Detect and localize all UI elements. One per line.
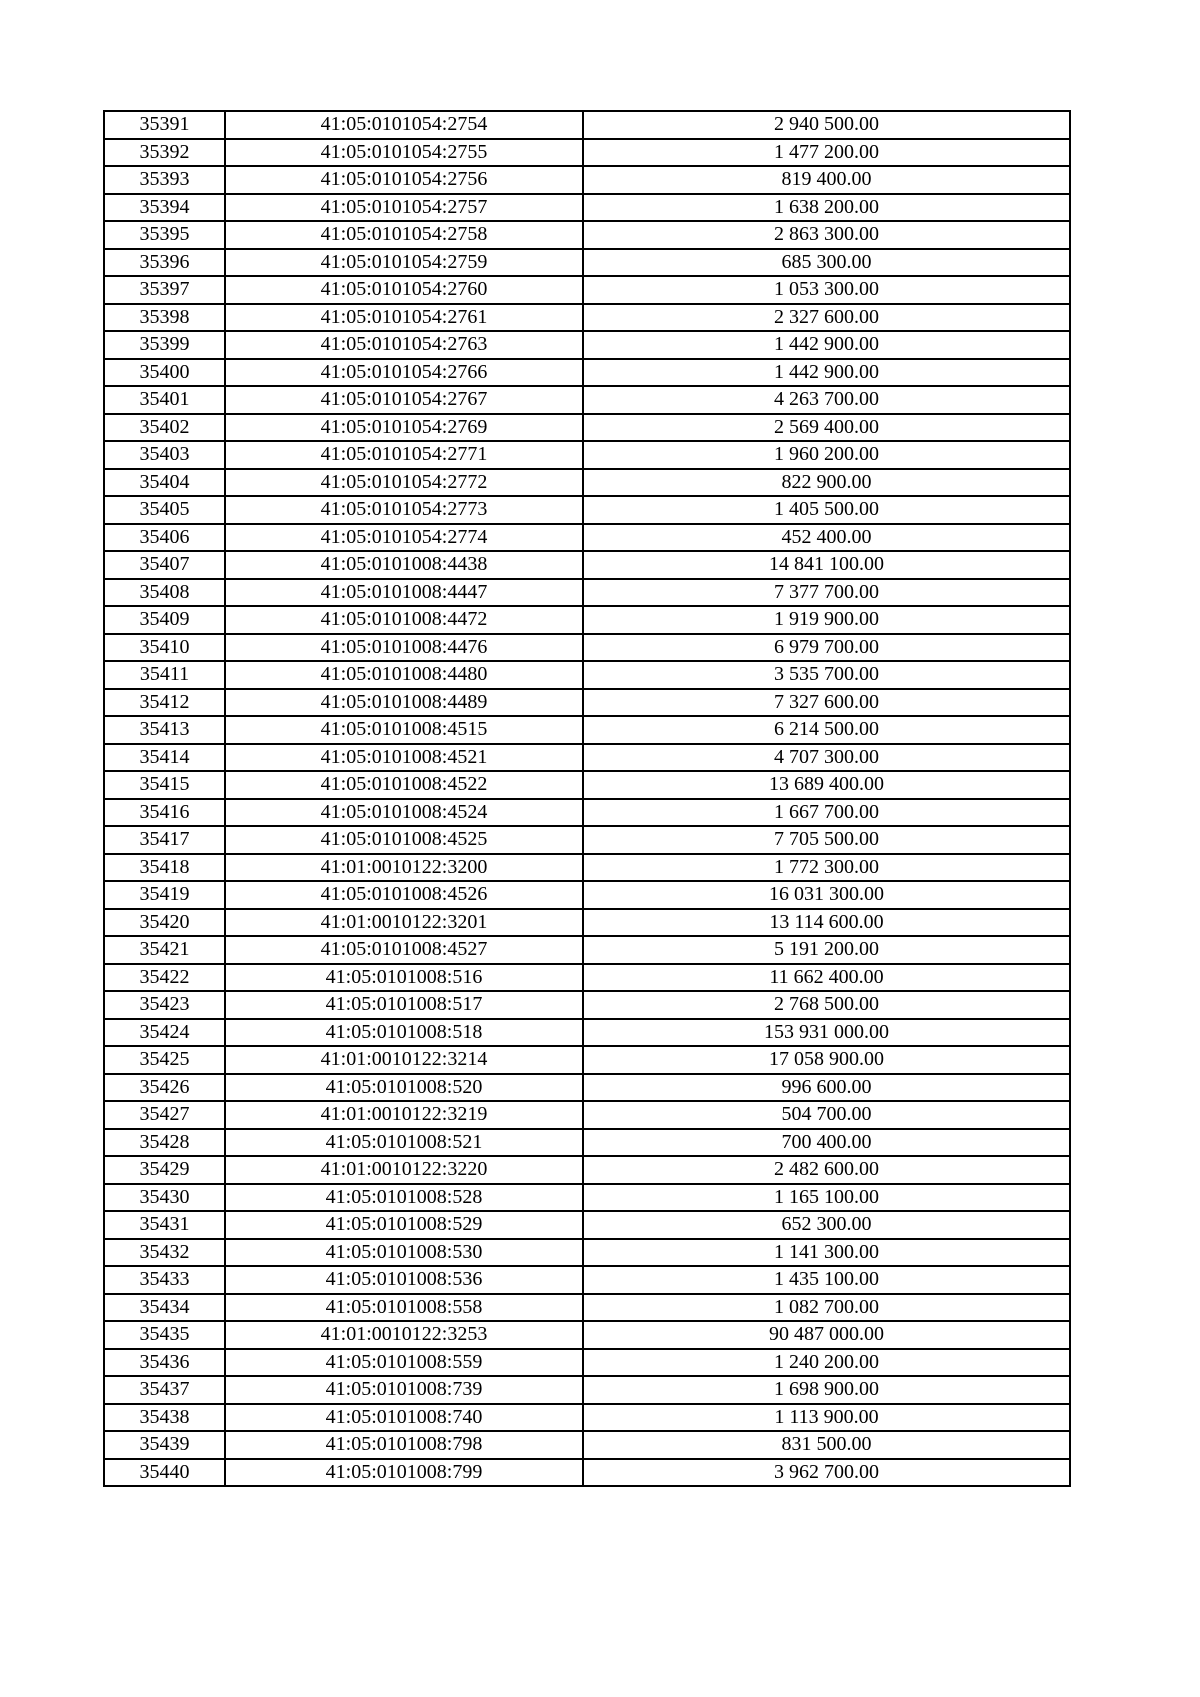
row-number-cell: 35394 [104,194,225,222]
cadastral-value-cell: 652 300.00 [583,1211,1070,1239]
table-row [104,414,1070,442]
cadastral-number-cell: 41:05:0101008:4447 [225,579,583,607]
cadastral-number-cell: 41:05:0101008:798 [225,1431,583,1459]
table-row [104,991,1070,1019]
cadastral-value-cell: 90 487 000.00 [583,1321,1070,1349]
cadastral-number-cell: 41:05:0101054:2763 [225,331,583,359]
cadastral-number-cell: 41:05:0101054:2773 [225,496,583,524]
cadastral-value-cell: 1 638 200.00 [583,194,1070,222]
cadastral-value-cell: 3 535 700.00 [583,661,1070,689]
table-row [104,579,1070,607]
row-number-cell: 35433 [104,1266,225,1294]
row-number-cell: 35422 [104,964,225,992]
row-number-cell: 35401 [104,386,225,414]
table-row [104,441,1070,469]
cadastral-value-cell: 2 863 300.00 [583,221,1070,249]
cadastral-value-cell: 452 400.00 [583,524,1070,552]
cadastral-number-cell: 41:05:0101054:2755 [225,139,583,167]
cadastral-number-cell: 41:05:0101008:4476 [225,634,583,662]
table-row [104,744,1070,772]
cadastral-number-cell: 41:05:0101008:4472 [225,606,583,634]
cadastral-value-cell: 11 662 400.00 [583,964,1070,992]
table-row [104,854,1070,882]
table-row [104,909,1070,937]
row-number-cell: 35415 [104,771,225,799]
cadastral-number-cell: 41:05:0101054:2756 [225,166,583,194]
row-number-cell: 35432 [104,1239,225,1267]
cadastral-value-cell: 1 165 100.00 [583,1184,1070,1212]
cadastral-number-cell: 41:05:0101054:2767 [225,386,583,414]
cadastral-number-cell: 41:05:0101054:2774 [225,524,583,552]
cadastral-value-cell: 1 442 900.00 [583,331,1070,359]
table-row [104,689,1070,717]
cadastral-number-cell: 41:05:0101008:528 [225,1184,583,1212]
table-row [104,1019,1070,1047]
cadastral-number-cell: 41:05:0101054:2759 [225,249,583,277]
row-number-cell: 35425 [104,1046,225,1074]
cadastral-number-cell: 41:05:0101008:559 [225,1349,583,1377]
table-row [104,634,1070,662]
row-number-cell: 35434 [104,1294,225,1322]
table-row [104,139,1070,167]
row-number-cell: 35426 [104,1074,225,1102]
cadastral-number-cell: 41:05:0101054:2757 [225,194,583,222]
cadastral-number-cell: 41:05:0101008:799 [225,1459,583,1487]
row-number-cell: 35399 [104,331,225,359]
row-number-cell: 35424 [104,1019,225,1047]
cadastral-number-cell: 41:05:0101008:530 [225,1239,583,1267]
row-number-cell: 35423 [104,991,225,1019]
cadastral-number-cell: 41:05:0101054:2766 [225,359,583,387]
cadastral-value-cell: 1 960 200.00 [583,441,1070,469]
cadastral-value-cell: 2 482 600.00 [583,1156,1070,1184]
cadastral-number-cell: 41:05:0101008:520 [225,1074,583,1102]
cadastral-number-cell: 41:05:0101008:558 [225,1294,583,1322]
row-number-cell: 35436 [104,1349,225,1377]
table-row [104,1211,1070,1239]
table-row [104,221,1070,249]
table-row [104,496,1070,524]
cadastral-value-cell: 1 053 300.00 [583,276,1070,304]
cadastral-number-cell: 41:05:0101008:516 [225,964,583,992]
cadastral-number-cell: 41:05:0101008:536 [225,1266,583,1294]
table-row [104,194,1070,222]
cadastral-value-cell: 1 082 700.00 [583,1294,1070,1322]
cadastral-value-cell: 819 400.00 [583,166,1070,194]
cadastral-number-cell: 41:05:0101008:4526 [225,881,583,909]
row-number-cell: 35391 [104,111,225,139]
cadastral-value-cell: 2 327 600.00 [583,304,1070,332]
cadastral-number-cell: 41:05:0101054:2758 [225,221,583,249]
cadastral-value-cell: 17 058 900.00 [583,1046,1070,1074]
cadastral-number-cell: 41:01:0010122:3200 [225,854,583,882]
row-number-cell: 35413 [104,716,225,744]
row-number-cell: 35418 [104,854,225,882]
table-row [104,1294,1070,1322]
row-number-cell: 35409 [104,606,225,634]
table-row [104,1046,1070,1074]
row-number-cell: 35427 [104,1101,225,1129]
row-number-cell: 35429 [104,1156,225,1184]
cadastral-number-cell: 41:05:0101054:2754 [225,111,583,139]
table-row [104,249,1070,277]
table-row [104,964,1070,992]
table-row [104,304,1070,332]
cadastral-value-cell: 13 689 400.00 [583,771,1070,799]
cadastral-value-cell: 3 962 700.00 [583,1459,1070,1487]
row-number-cell: 35411 [104,661,225,689]
cadastral-value-cell: 13 114 600.00 [583,909,1070,937]
table-row [104,716,1070,744]
cadastral-value-cell: 7 327 600.00 [583,689,1070,717]
cadastral-number-cell: 41:05:0101008:4489 [225,689,583,717]
table-row [104,1404,1070,1432]
cadastral-value-cell: 996 600.00 [583,1074,1070,1102]
table-row [104,1184,1070,1212]
cadastral-value-cell: 6 979 700.00 [583,634,1070,662]
cadastral-value-cell: 1 477 200.00 [583,139,1070,167]
cadastral-number-cell: 41:01:0010122:3220 [225,1156,583,1184]
table-row [104,1459,1070,1487]
table-row [104,1431,1070,1459]
row-number-cell: 35408 [104,579,225,607]
cadastral-value-cell: 14 841 100.00 [583,551,1070,579]
table-row [104,469,1070,497]
table-row [104,331,1070,359]
cadastral-number-cell: 41:05:0101008:4438 [225,551,583,579]
row-number-cell: 35430 [104,1184,225,1212]
row-number-cell: 35428 [104,1129,225,1157]
table-row [104,1156,1070,1184]
row-number-cell: 35437 [104,1376,225,1404]
cadastral-value-cell: 1 698 900.00 [583,1376,1070,1404]
row-number-cell: 35406 [104,524,225,552]
row-number-cell: 35397 [104,276,225,304]
row-number-cell: 35416 [104,799,225,827]
row-number-cell: 35439 [104,1431,225,1459]
table-row [104,276,1070,304]
cadastral-value-cell: 6 214 500.00 [583,716,1070,744]
cadastral-value-cell: 685 300.00 [583,249,1070,277]
cadastral-number-cell: 41:05:0101008:739 [225,1376,583,1404]
cadastral-value-cell: 16 031 300.00 [583,881,1070,909]
table-row [104,1101,1070,1129]
cadastral-value-cell: 7 705 500.00 [583,826,1070,854]
cadastral-value-cell: 4 707 300.00 [583,744,1070,772]
cadastral-value-cell: 2 940 500.00 [583,111,1070,139]
row-number-cell: 35421 [104,936,225,964]
cadastral-value-cell: 7 377 700.00 [583,579,1070,607]
table-row [104,524,1070,552]
cadastral-value-cell: 1 442 900.00 [583,359,1070,387]
row-number-cell: 35395 [104,221,225,249]
table-row [104,1239,1070,1267]
table-row [104,551,1070,579]
cadastral-value-cell: 2 569 400.00 [583,414,1070,442]
cadastral-value-cell: 1 919 900.00 [583,606,1070,634]
cadastral-number-cell: 41:05:0101054:2772 [225,469,583,497]
cadastral-value-cell: 4 263 700.00 [583,386,1070,414]
cadastral-value-cell: 153 931 000.00 [583,1019,1070,1047]
cadastral-value-cell: 1 435 100.00 [583,1266,1070,1294]
table-row [104,1129,1070,1157]
cadastral-number-cell: 41:01:0010122:3214 [225,1046,583,1074]
table-row [104,1266,1070,1294]
table-row [104,1074,1070,1102]
cadastral-value-cell: 504 700.00 [583,1101,1070,1129]
row-number-cell: 35398 [104,304,225,332]
row-number-cell: 35440 [104,1459,225,1487]
table-row [104,166,1070,194]
cadastral-number-cell: 41:05:0101008:4521 [225,744,583,772]
cadastral-number-cell: 41:05:0101008:518 [225,1019,583,1047]
row-number-cell: 35419 [104,881,225,909]
row-number-cell: 35402 [104,414,225,442]
cadastral-value-table [103,110,1071,1487]
table-row [104,606,1070,634]
row-number-cell: 35405 [104,496,225,524]
table-row [104,386,1070,414]
cadastral-number-cell: 41:05:0101008:517 [225,991,583,1019]
cadastral-number-cell: 41:05:0101008:4515 [225,716,583,744]
cadastral-number-cell: 41:05:0101054:2771 [225,441,583,469]
row-number-cell: 35404 [104,469,225,497]
table-row [104,1349,1070,1377]
table-row [104,661,1070,689]
row-number-cell: 35396 [104,249,225,277]
table-body [104,111,1070,1486]
row-number-cell: 35431 [104,1211,225,1239]
table-row [104,359,1070,387]
cadastral-number-cell: 41:05:0101008:4522 [225,771,583,799]
cadastral-number-cell: 41:05:0101008:740 [225,1404,583,1432]
cadastral-number-cell: 41:05:0101008:4527 [225,936,583,964]
table-row [104,936,1070,964]
cadastral-value-cell: 1 240 200.00 [583,1349,1070,1377]
table-row [104,771,1070,799]
table-row [104,1376,1070,1404]
cadastral-number-cell: 41:05:0101054:2760 [225,276,583,304]
cadastral-number-cell: 41:05:0101054:2761 [225,304,583,332]
cadastral-value-cell: 2 768 500.00 [583,991,1070,1019]
row-number-cell: 35438 [104,1404,225,1432]
cadastral-value-cell: 5 191 200.00 [583,936,1070,964]
cadastral-value-cell: 1 667 700.00 [583,799,1070,827]
table-row [104,111,1070,139]
row-number-cell: 35420 [104,909,225,937]
cadastral-number-cell: 41:05:0101008:4480 [225,661,583,689]
cadastral-value-cell: 1 772 300.00 [583,854,1070,882]
cadastral-value-cell: 700 400.00 [583,1129,1070,1157]
table-row [104,826,1070,854]
table-row [104,1321,1070,1349]
cadastral-value-cell: 1 405 500.00 [583,496,1070,524]
row-number-cell: 35407 [104,551,225,579]
row-number-cell: 35392 [104,139,225,167]
row-number-cell: 35403 [104,441,225,469]
cadastral-number-cell: 41:05:0101054:2769 [225,414,583,442]
row-number-cell: 35435 [104,1321,225,1349]
row-number-cell: 35412 [104,689,225,717]
cadastral-value-cell: 831 500.00 [583,1431,1070,1459]
row-number-cell: 35393 [104,166,225,194]
cadastral-number-cell: 41:05:0101008:521 [225,1129,583,1157]
cadastral-value-cell: 1 113 900.00 [583,1404,1070,1432]
cadastral-number-cell: 41:01:0010122:3201 [225,909,583,937]
cadastral-number-cell: 41:05:0101008:529 [225,1211,583,1239]
cadastral-number-cell: 41:01:0010122:3219 [225,1101,583,1129]
table-row [104,881,1070,909]
cadastral-number-cell: 41:05:0101008:4525 [225,826,583,854]
row-number-cell: 35417 [104,826,225,854]
table-row [104,799,1070,827]
cadastral-value-cell: 1 141 300.00 [583,1239,1070,1267]
cadastral-number-cell: 41:01:0010122:3253 [225,1321,583,1349]
row-number-cell: 35410 [104,634,225,662]
row-number-cell: 35414 [104,744,225,772]
cadastral-number-cell: 41:05:0101008:4524 [225,799,583,827]
row-number-cell: 35400 [104,359,225,387]
cadastral-value-cell: 822 900.00 [583,469,1070,497]
